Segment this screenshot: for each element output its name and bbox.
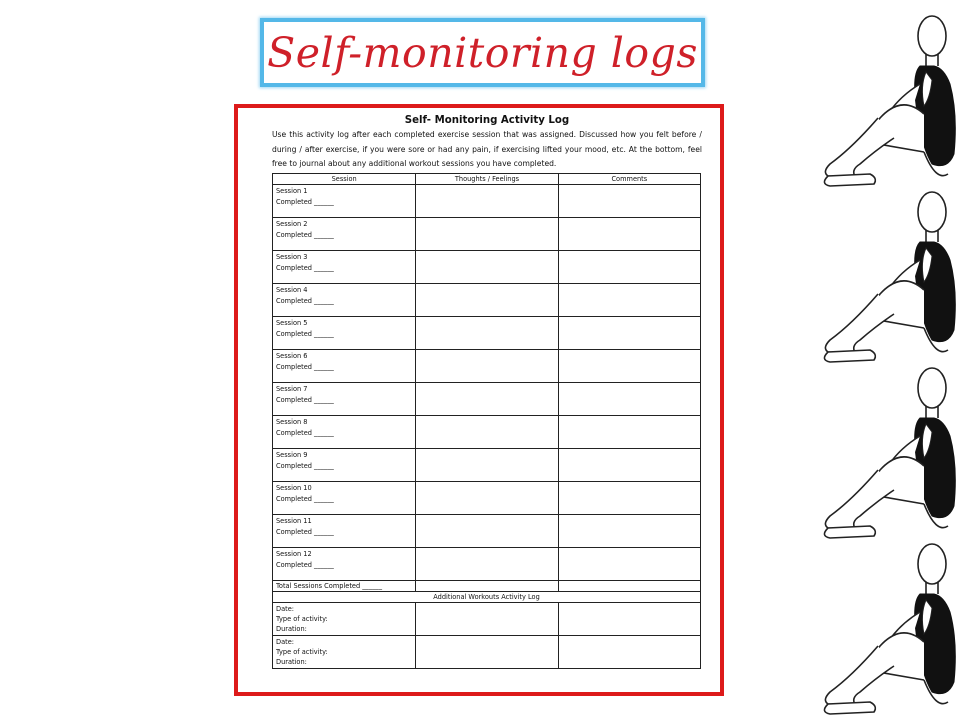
activity-log-table [272, 173, 701, 669]
workout-entry-cell [273, 602, 416, 635]
document-instructions: Use this activity log after each completed exercise session that was assigned. Discussed how you felt before / during / after exercise, if you were sore or had any pain, if exercising lifted your mood, etc. At the bottom, feel free to journal about any additional workout sessions you have completed. [272, 130, 702, 169]
session-label: Session 7 [276, 384, 308, 393]
thoughts-cell [416, 481, 558, 514]
total-comments-cell [558, 580, 700, 591]
thoughts-cell [416, 283, 558, 316]
comments-cell [558, 448, 700, 481]
total-row [273, 580, 701, 591]
session-completed-label: Completed ______ [276, 428, 334, 437]
session-completed-label: Completed ______ [276, 494, 334, 503]
column-header-session: Session [273, 173, 416, 184]
session-completed-label: Completed ______ [276, 362, 334, 371]
workout-duration-label: Duration: [276, 624, 307, 633]
workout-thoughts-cell [416, 602, 558, 635]
thoughts-cell [416, 316, 558, 349]
session-completed-label: Completed ______ [276, 197, 334, 206]
seated-figure-1 [824, 16, 955, 186]
comments-cell [558, 415, 700, 448]
session-label: Session 8 [276, 417, 308, 426]
workout-comments-cell [558, 635, 700, 668]
session-completed-label: Completed ______ [276, 461, 334, 470]
thoughts-cell [416, 415, 558, 448]
workout-type-label: Type of activity: [276, 614, 328, 623]
comments-cell [558, 217, 700, 250]
session-cell [273, 481, 416, 514]
session-row [273, 382, 701, 415]
session-cell [273, 184, 416, 217]
workout-entry-cell [273, 635, 416, 668]
slide-title: Self-monitoring logs [267, 28, 698, 77]
session-label: Session 11 [276, 516, 312, 525]
comments-cell [558, 184, 700, 217]
session-label: Session 1 [276, 186, 308, 195]
additional-header-row [273, 591, 701, 602]
session-cell [273, 382, 416, 415]
session-row [273, 184, 701, 217]
document-title: Self- Monitoring Activity Log [404, 115, 570, 126]
comments-cell [558, 316, 700, 349]
comments-cell [558, 547, 700, 580]
session-label: Session 9 [276, 450, 308, 459]
session-completed-label: Completed ______ [276, 527, 334, 536]
seated-figure-4 [824, 544, 955, 714]
session-cell [273, 547, 416, 580]
session-row [273, 316, 701, 349]
session-cell [273, 316, 416, 349]
column-header-thoughts: Thoughts / Feelings [416, 173, 558, 184]
total-thoughts-cell [416, 580, 558, 591]
session-row [273, 481, 701, 514]
thoughts-cell [416, 547, 558, 580]
total-sessions-label: Total Sessions Completed ______ [273, 580, 416, 591]
session-cell [273, 514, 416, 547]
thoughts-cell [416, 448, 558, 481]
thoughts-cell [416, 250, 558, 283]
session-row [273, 415, 701, 448]
seated-figures-illustration [816, 14, 960, 720]
session-cell [273, 448, 416, 481]
comments-cell [558, 250, 700, 283]
session-label: Session 2 [276, 219, 308, 228]
session-label: Session 12 [276, 549, 312, 558]
workout-date-label: Date: [276, 604, 294, 613]
slide-title-box [260, 18, 705, 87]
session-completed-label: Completed ______ [276, 395, 334, 404]
session-completed-label: Completed ______ [276, 296, 334, 305]
seated-figure-3 [824, 368, 955, 538]
session-row [273, 349, 701, 382]
comments-cell [558, 514, 700, 547]
session-completed-label: Completed ______ [276, 263, 334, 272]
workout-duration-label: Duration: [276, 657, 307, 666]
session-completed-label: Completed ______ [276, 560, 334, 569]
workout-row [273, 602, 701, 635]
session-row [273, 217, 701, 250]
session-completed-label: Completed ______ [276, 329, 334, 338]
session-row [273, 448, 701, 481]
additional-workouts-header: Additional Workouts Activity Log [273, 591, 701, 602]
seated-figure-2 [824, 192, 955, 362]
session-completed-label: Completed ______ [276, 230, 334, 239]
workout-date-label: Date: [276, 637, 294, 646]
thoughts-cell [416, 184, 558, 217]
additional-workout-rows [273, 602, 701, 668]
session-row [273, 514, 701, 547]
session-cell [273, 217, 416, 250]
session-row [273, 547, 701, 580]
thoughts-cell [416, 217, 558, 250]
session-cell [273, 250, 416, 283]
workout-type-label: Type of activity: [276, 647, 328, 656]
session-label: Session 6 [276, 351, 308, 360]
session-row [273, 250, 701, 283]
workout-comments-cell [558, 602, 700, 635]
thoughts-cell [416, 349, 558, 382]
activity-log-document [272, 115, 702, 669]
session-cell [273, 283, 416, 316]
column-header-comments: Comments [558, 173, 700, 184]
session-label: Session 3 [276, 252, 308, 261]
table-header-row [273, 173, 701, 184]
session-label: Session 5 [276, 318, 308, 327]
document-frame [234, 104, 724, 696]
workout-thoughts-cell [416, 635, 558, 668]
comments-cell [558, 349, 700, 382]
thoughts-cell [416, 382, 558, 415]
comments-cell [558, 283, 700, 316]
comments-cell [558, 481, 700, 514]
session-row [273, 283, 701, 316]
comments-cell [558, 382, 700, 415]
thoughts-cell [416, 514, 558, 547]
session-label: Session 4 [276, 285, 308, 294]
session-cell [273, 415, 416, 448]
session-label: Session 10 [276, 483, 312, 492]
session-rows [273, 184, 701, 580]
session-cell [273, 349, 416, 382]
workout-row [273, 635, 701, 668]
